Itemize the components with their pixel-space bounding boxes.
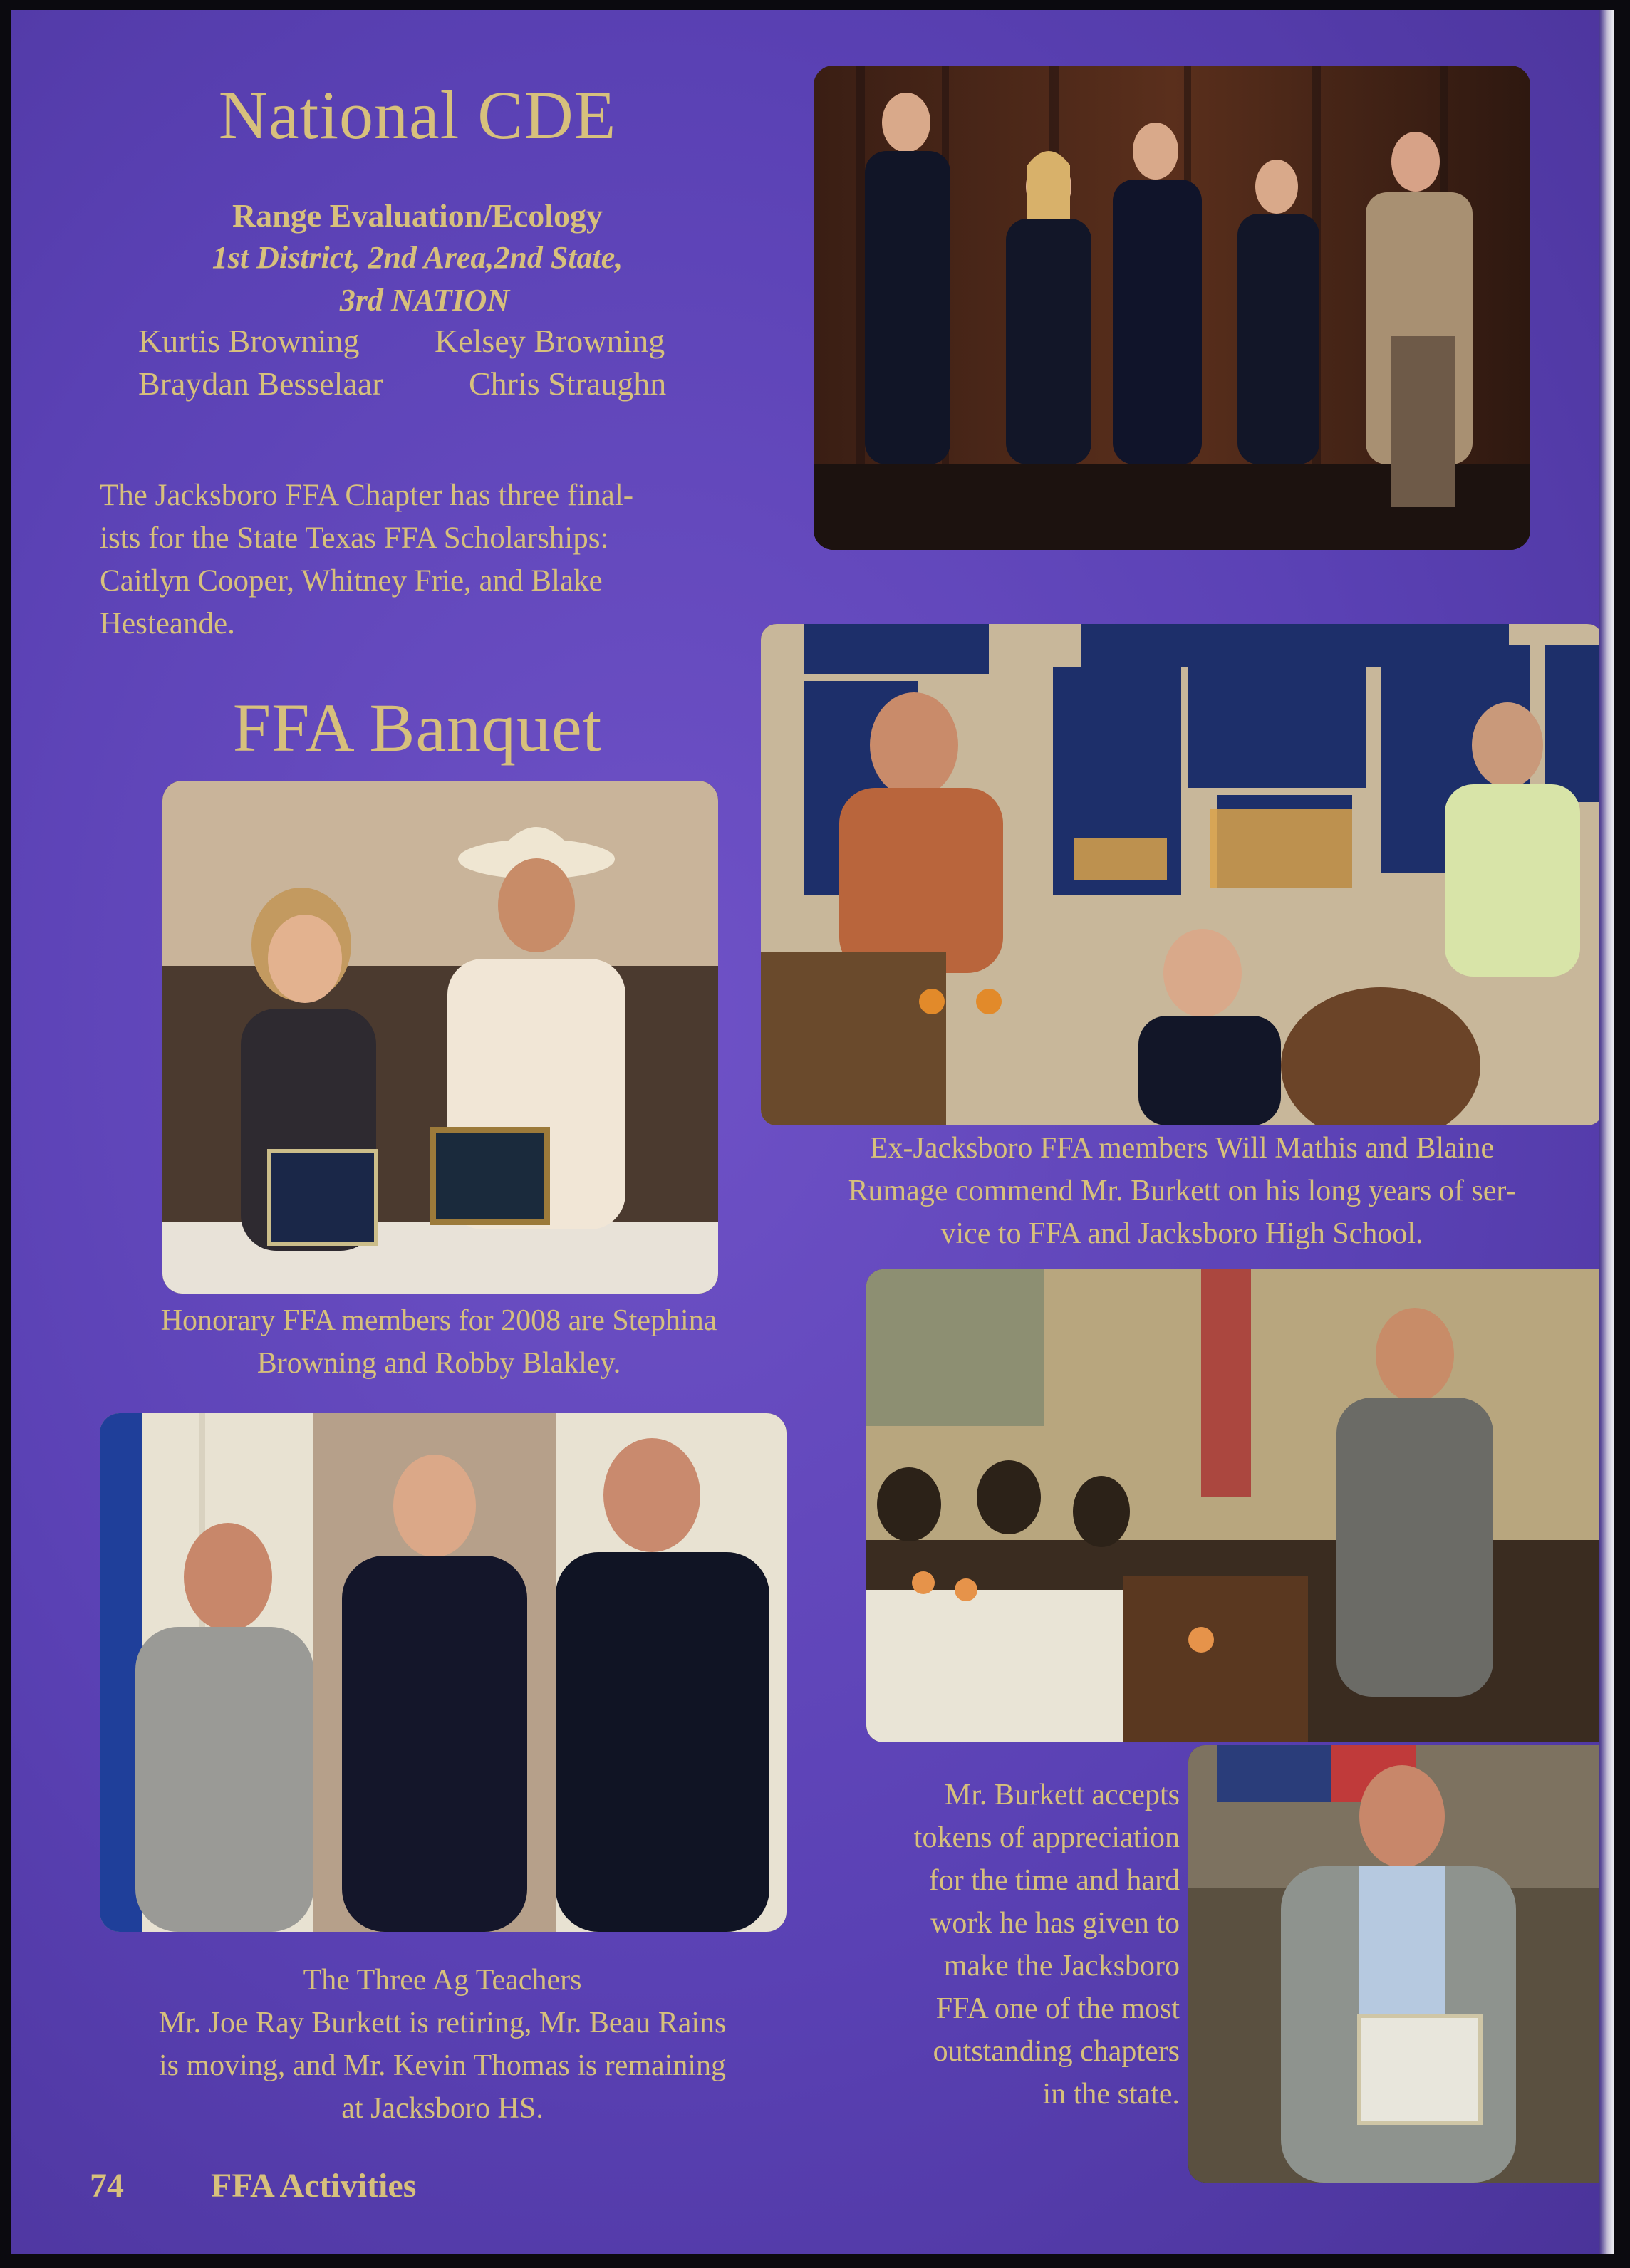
cde-placing-line-2: 3rd NATION xyxy=(339,283,510,318)
cde-placing-line-1: 1st District, 2nd Area,2nd State, xyxy=(212,240,623,275)
ag-teachers-caption xyxy=(90,1959,795,2130)
section-title: FFA Activities xyxy=(211,2167,417,2205)
caption-line: work he has given to xyxy=(930,1907,1180,1940)
banquet-hall-photo xyxy=(866,1269,1614,1742)
caption-line: vice to FFA and Jacksboro High School. xyxy=(940,1217,1423,1250)
page-edge xyxy=(1599,10,1614,2254)
burkett-award-photo xyxy=(1188,1745,1614,2183)
scholarship-line: The Jacksboro FFA Chapter has three final- xyxy=(100,479,634,512)
caption-line: is moving, and Mr. Kevin Thomas is remaining xyxy=(159,2049,726,2082)
speakers-caption xyxy=(761,1127,1603,1255)
scholarship-paragraph xyxy=(100,474,784,645)
national-cde-heading: National CDE xyxy=(218,77,617,153)
ag-teachers-photo xyxy=(100,1413,787,1932)
caption-line: Browning and Robby Blakley. xyxy=(256,1347,621,1380)
honorary-members-photo xyxy=(162,781,718,1294)
caption-line: make the Jacksboro xyxy=(943,1950,1180,1982)
caption-line: Rumage commend Mr. Burkett on his long years of ser- xyxy=(848,1175,1516,1207)
page-footer xyxy=(90,2166,417,2205)
caption-line: in the state. xyxy=(1042,2078,1180,2111)
speakers-podium-photo xyxy=(761,624,1603,1125)
team-member: Chris Straughn xyxy=(469,365,667,402)
burkett-caption xyxy=(816,1774,1180,2116)
honorary-members-caption xyxy=(97,1299,781,1385)
caption-line: outstanding chapters xyxy=(933,2035,1180,2068)
caption-line: tokens of appreciation xyxy=(913,1821,1180,1854)
caption-line: Honorary FFA members for 2008 are Stephina xyxy=(160,1304,717,1337)
caption-line: Ex-Jacksboro FFA members Will Mathis and Blaine xyxy=(869,1132,1495,1165)
scholarship-line: Hesteande. xyxy=(100,607,235,640)
caption-line: at Jacksboro HS. xyxy=(341,2092,544,2125)
page-number: 74 xyxy=(90,2167,124,2205)
caption-line: FFA one of the most xyxy=(935,1992,1180,2025)
scholarship-line: Caitlyn Cooper, Whitney Frie, and Blake xyxy=(100,564,603,598)
team-member: Kurtis Browning xyxy=(138,323,360,359)
yearbook-page xyxy=(11,10,1614,2254)
cde-event-name: Range Evaluation/Ecology xyxy=(232,197,603,234)
cde-team-photo xyxy=(814,66,1530,550)
caption-line: for the time and hard xyxy=(928,1864,1180,1897)
caption-line: Mr. Burkett accepts xyxy=(944,1779,1180,1811)
team-member: Kelsey Browning xyxy=(435,323,665,359)
scholarship-line: ists for the State Texas FFA Scholarships: xyxy=(100,521,609,555)
ffa-banquet-heading: FFA Banquet xyxy=(232,690,603,766)
caption-line: Mr. Joe Ray Burkett is retiring, Mr. Beau Rains xyxy=(158,2007,727,2039)
team-member: Braydan Besselaar xyxy=(138,365,383,402)
caption-line: The Three Ag Teachers xyxy=(303,1964,582,1997)
